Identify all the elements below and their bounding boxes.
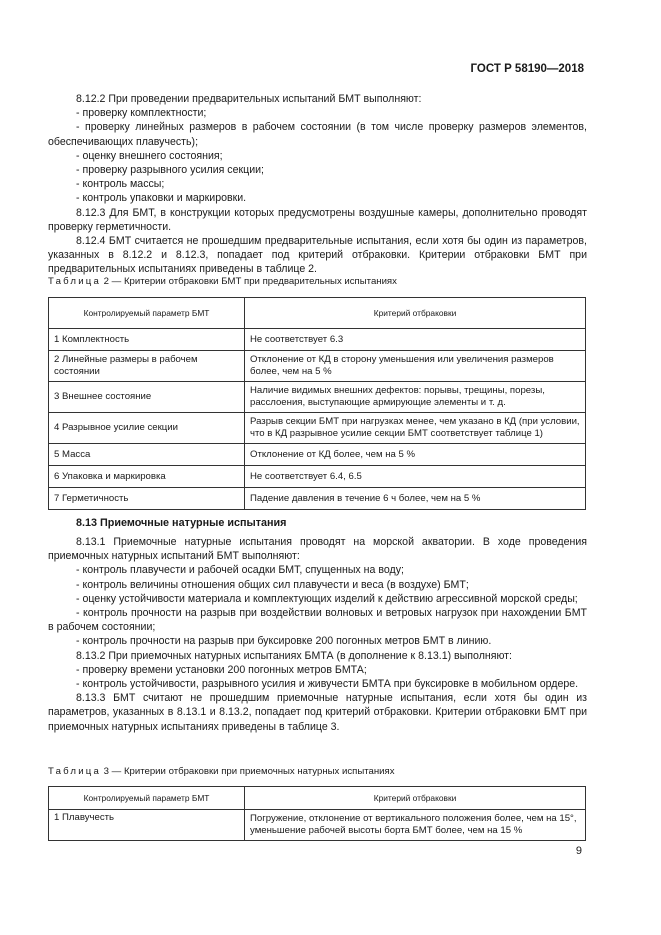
paragraph: 8.13.2 При приемочных натурных испытаниях БМТА (в дополнение к 8.13.1) выполняют:: [76, 649, 512, 662]
list-item: - проверку времени установки 200 погонных метров БМТА;: [76, 663, 367, 676]
list-item: - проверку комплектности;: [76, 107, 207, 120]
table-cell: 3 Внешнее состояние: [49, 382, 245, 413]
table3-caption: [48, 766, 395, 777]
table-cell: 2 Линейные размеры в рабочем состоянии: [49, 351, 245, 382]
table-header-row: [49, 298, 586, 329]
table-header-row: [49, 787, 586, 810]
table-row: [49, 382, 586, 413]
list-item: - проверку линейных размеров в рабочем состоянии (в том числе проверку размеров элементов, обеспечивающих плавучесть);: [48, 121, 587, 148]
page-number: 9: [575, 845, 582, 857]
list-item: - контроль плавучести и рабочей осадки БМТ, спущенных на воду;: [76, 564, 404, 577]
paragraph: 8.13.3 БМТ считают не прошедшим приемочные натурные испытания, если хотя бы один из параметров, указанных в 8.13.1 и 8.13.2, попадает под критерий отбраковки. Критерии отбраковки БМТ при приемочных натурных испытаниях приведены в таблице 3.: [48, 692, 587, 733]
document-header: ГОСТ Р 58190—2018: [470, 63, 584, 75]
list-item: - контроль упаковки и маркировки.: [76, 192, 247, 205]
table-row: [49, 810, 586, 841]
list-item: - контроль величины отношения общих сил плавучести и веса (в воздухе) БМТ;: [76, 578, 469, 591]
section-title: 8.13 Приемочные натурные испытания: [76, 517, 287, 529]
table2: [48, 297, 586, 510]
column-header: Контролируемый параметр БМТ: [49, 298, 245, 329]
table-cell: Не соответствует 6.4, 6.5: [245, 466, 586, 488]
caption-text: 3 — Критерии отбраковки при приемочных натурных испытаниях: [101, 766, 395, 777]
list-item: - оценку устойчивости материала и комплектующих изделий к действию агрессивной морской среды;: [76, 592, 578, 605]
table-row: [49, 466, 586, 488]
table-cell: Разрыв секции БМТ при нагрузках менее, чем указано в КД (при условии, что в КД разрывное усилие секции БМТ соответствует таблице 1): [245, 413, 586, 444]
list-item: - контроль устойчивости, разрывного усилия и живучести БМТА при буксировке в мобильном ордере.: [76, 678, 579, 691]
table-cell: 4 Разрывное усилие секции: [49, 413, 245, 444]
list-item: - оценку внешнего состояния;: [76, 149, 223, 162]
table-cell: Погружение, отклонение от вертикального положения более, чем на 15°, уменьшение рабочей высоты борта БМТ более, чем на 15 %: [245, 810, 586, 841]
column-header: Критерий отбраковки: [245, 298, 586, 329]
table-row: [49, 444, 586, 466]
text-block-8-13: [48, 535, 587, 734]
table-cell: 1 Комплектность: [49, 329, 245, 351]
table-cell: 5 Масса: [49, 444, 245, 466]
paragraph: 8.13.1 Приемочные натурные испытания проводят на морской акватории. В ходе проведения приемочных натурных испытаний БМТ выполняют:: [48, 536, 587, 563]
caption-prefix: Таблица: [48, 276, 102, 287]
table-cell: 7 Герметичность: [49, 488, 245, 510]
table-row: [49, 351, 586, 382]
caption-text: 2 — Критерии отбраковки БМТ при предварительных испытаниях: [101, 276, 397, 287]
paragraph: 8.12.2 При проведении предварительных испытаний БМТ выполняют:: [76, 93, 422, 105]
table-cell: Отклонение от КД в сторону уменьшения или увеличения размеров более, чем на 5 %: [245, 351, 586, 382]
table-cell: Падение давления в течение 6 ч более, чем на 5 %: [245, 488, 586, 510]
caption-prefix: Таблица: [48, 766, 102, 777]
paragraph: 8.12.3 Для БМТ, в конструкции которых предусмотрены воздушные камеры, дополнительно проводят проверку герметичности.: [48, 206, 587, 233]
column-header: Контролируемый параметр БМТ: [49, 787, 245, 810]
table-cell: 6 Упаковка и маркировка: [49, 466, 245, 488]
text-block-8-12: [48, 92, 587, 277]
table-cell: Наличие видимых внешних дефектов: порывы, трещины, порезы, расслоения, выступающие армирующие элементы и т. д.: [245, 382, 586, 413]
list-item: - контроль массы;: [76, 178, 165, 191]
table-cell: Отклонение от КД более, чем на 5 %: [245, 444, 586, 466]
list-item: - контроль прочности на разрыв при воздействии волновых и ветровых нагрузок при нахождении БМТ в рабочем состоянии;: [48, 607, 587, 634]
table-row: [49, 413, 586, 444]
table-cell: Не соответствует 6.3: [245, 329, 586, 351]
table3: [48, 786, 586, 841]
paragraph: 8.12.4 БМТ считается не прошедшим предварительные испытания, если хотя бы один из параметров, указанных в 8.12.2 и 8.12.3, попадает под критерий отбраковки. Критерии отбраковки БМТ при предварительных испытаниях приведены в таблице 2.: [48, 235, 587, 276]
table-row: [49, 329, 586, 351]
list-item: - проверку разрывного усилия секции;: [76, 164, 264, 177]
list-item: - контроль прочности на разрыв при буксировке 200 погонных метров БМТ в линию.: [76, 635, 492, 648]
table-cell: 1 Плавучесть: [49, 810, 245, 841]
column-header: Критерий отбраковки: [245, 787, 586, 810]
table-row: [49, 488, 586, 510]
table2-caption: [48, 276, 397, 287]
